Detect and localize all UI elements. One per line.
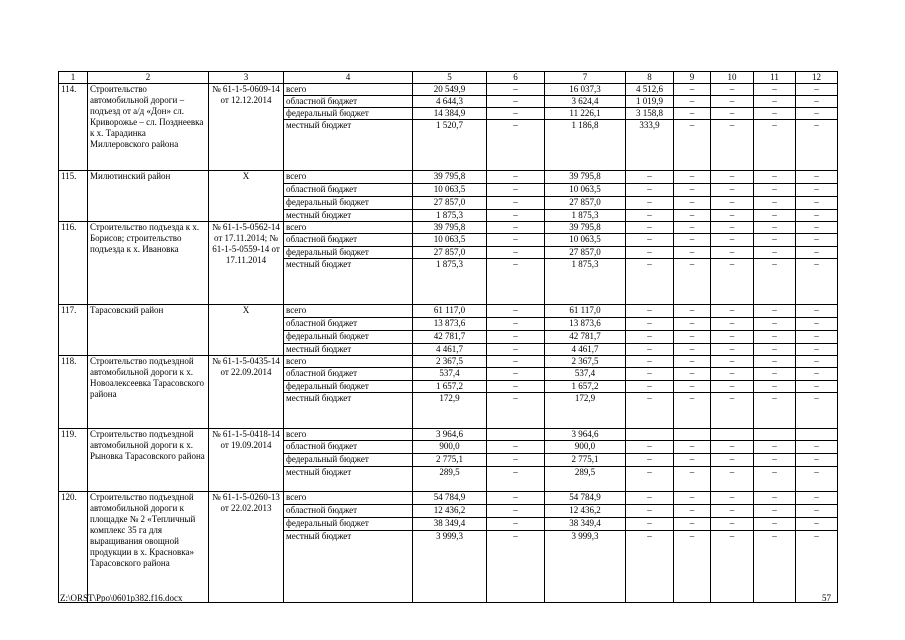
funding-value: 4 461,7: [545, 344, 626, 356]
funding-value: –: [487, 454, 545, 467]
funding-value: –: [796, 84, 838, 96]
funding-value: –: [711, 210, 754, 222]
funding-value: –: [754, 356, 796, 368]
funding-value: –: [754, 441, 796, 454]
funding-value: 27 857,0: [413, 247, 487, 259]
funding-value: –: [674, 234, 711, 247]
funding-value: –: [487, 505, 545, 518]
funding-value: 4 512,6: [626, 84, 674, 96]
funding-value: –: [796, 210, 838, 222]
funding-value: –: [626, 518, 674, 531]
funding-value: –: [754, 454, 796, 467]
object-name: Строительство подъезда к х. Борисов; строительство подъезда к х. Ивановка: [88, 222, 209, 305]
expertise-document: № 61-1-5-0260-13 от 22.02.2013: [209, 492, 284, 603]
funding-value: –: [796, 234, 838, 247]
funding-value: –: [626, 356, 674, 368]
row-number: 119.: [59, 429, 88, 492]
row-number: 120.: [59, 492, 88, 603]
funding-value: –: [626, 318, 674, 331]
funding-value: 900,0: [545, 441, 626, 454]
funding-value: –: [711, 96, 754, 108]
funding-value: –: [487, 344, 545, 356]
funding-value: –: [711, 318, 754, 331]
funding-value: 1 657,2: [413, 381, 487, 393]
funding-value: –: [626, 381, 674, 393]
column-header-9: 9: [674, 72, 711, 84]
funding-source: федеральный бюджет: [284, 454, 413, 467]
funding-value: –: [674, 222, 711, 234]
funding-source: федеральный бюджет: [284, 247, 413, 259]
funding-value: –: [626, 184, 674, 197]
funding-value: –: [711, 197, 754, 210]
funding-value: [487, 429, 545, 441]
funding-value: –: [626, 531, 674, 603]
expertise-document: № 61-1-5-0562-14 от 17.11.2014; № 61-1-5-0559-14 от 17.11.2014: [209, 222, 284, 305]
funding-value: –: [711, 259, 754, 305]
funding-value: 10 063,5: [413, 234, 487, 247]
funding-value: 1 520,7: [413, 120, 487, 171]
funding-value: 172,9: [413, 393, 487, 429]
object-name: Строительство автомобильной дороги – подъезд от а/д «Дон» сл. Криворожье – сл. Позднеевка к х. Тарадинка Миллеровского района: [88, 84, 209, 171]
funding-value: –: [487, 84, 545, 96]
funding-value: [674, 429, 711, 441]
funding-value: –: [754, 505, 796, 518]
funding-source: всего: [284, 429, 413, 441]
funding-value: –: [674, 305, 711, 318]
funding-value: –: [796, 356, 838, 368]
funding-value: –: [626, 441, 674, 454]
funding-value: 12 436,2: [413, 505, 487, 518]
funding-source: всего: [284, 492, 413, 505]
expertise-document: № 61-1-5-0418-14 от 19.09.2014: [209, 429, 284, 492]
funding-value: 537,4: [545, 368, 626, 381]
table-row: [59, 171, 838, 184]
funding-source: местный бюджет: [284, 259, 413, 305]
funding-value: –: [674, 344, 711, 356]
funding-value: –: [674, 454, 711, 467]
funding-value: 20 549,9: [413, 84, 487, 96]
expertise-document: № 61-1-5-0435-14 от 22.09.2014: [209, 356, 284, 429]
funding-value: –: [711, 331, 754, 344]
funding-value: –: [754, 184, 796, 197]
footer-page-number: 57: [822, 593, 831, 603]
funding-value: –: [674, 247, 711, 259]
funding-source: федеральный бюджет: [284, 381, 413, 393]
funding-value: –: [711, 368, 754, 381]
column-header-12: 12: [796, 72, 838, 84]
row-number: 116.: [59, 222, 88, 305]
funding-value: 1 875,3: [413, 210, 487, 222]
funding-value: –: [487, 197, 545, 210]
funding-value: –: [711, 171, 754, 184]
funding-value: –: [754, 247, 796, 259]
funding-source: областной бюджет: [284, 441, 413, 454]
funding-value: –: [796, 120, 838, 171]
funding-source: всего: [284, 84, 413, 96]
funding-value: –: [487, 331, 545, 344]
funding-value: –: [487, 356, 545, 368]
column-header-4: 4: [284, 72, 413, 84]
funding-value: –: [487, 210, 545, 222]
table-header: [59, 72, 838, 84]
funding-source: областной бюджет: [284, 96, 413, 108]
row-number: 117.: [59, 305, 88, 356]
funding-value: –: [711, 108, 754, 120]
table-row: [59, 429, 838, 441]
funding-value: 2 775,1: [413, 454, 487, 467]
funding-value: –: [754, 331, 796, 344]
funding-value: –: [674, 84, 711, 96]
funding-value: –: [674, 197, 711, 210]
funding-source: местный бюджет: [284, 531, 413, 603]
funding-value: –: [796, 331, 838, 344]
funding-value: –: [711, 467, 754, 492]
funding-value: –: [674, 441, 711, 454]
funding-value: –: [487, 531, 545, 603]
funding-value: –: [674, 381, 711, 393]
funding-value: 11 226,1: [545, 108, 626, 120]
funding-value: –: [754, 518, 796, 531]
funding-value: 1 875,3: [545, 210, 626, 222]
funding-value: 2 367,5: [545, 356, 626, 368]
funding-value: –: [674, 108, 711, 120]
funding-source: областной бюджет: [284, 368, 413, 381]
funding-value: –: [487, 518, 545, 531]
funding-value: 3 999,3: [413, 531, 487, 603]
funding-value: 1 657,2: [545, 381, 626, 393]
funding-value: –: [674, 259, 711, 305]
funding-value: –: [674, 96, 711, 108]
column-header-11: 11: [754, 72, 796, 84]
table-body: [59, 84, 838, 603]
funding-value: –: [626, 305, 674, 318]
funding-value: –: [674, 467, 711, 492]
funding-value: –: [796, 441, 838, 454]
funding-value: –: [487, 171, 545, 184]
funding-source: всего: [284, 305, 413, 318]
funding-value: –: [626, 393, 674, 429]
funding-value: 38 349,4: [413, 518, 487, 531]
funding-value: 1 875,3: [545, 259, 626, 305]
funding-value: –: [711, 344, 754, 356]
funding-source: федеральный бюджет: [284, 518, 413, 531]
object-name: Тарасовский район: [88, 305, 209, 356]
funding-source: всего: [284, 171, 413, 184]
column-header-5: 5: [413, 72, 487, 84]
table-row: [59, 222, 838, 234]
object-name: Строительство подъездной автомобильной дороги к х. Новоалексеевка Тарасовского района: [88, 356, 209, 429]
funding-value: 10 063,5: [545, 184, 626, 197]
funding-value: –: [487, 247, 545, 259]
funding-value: –: [626, 210, 674, 222]
funding-value: –: [754, 171, 796, 184]
column-header-3: 3: [209, 72, 284, 84]
funding-value: –: [754, 318, 796, 331]
column-header-7: 7: [545, 72, 626, 84]
funding-value: –: [754, 222, 796, 234]
funding-value: –: [487, 381, 545, 393]
funding-value: –: [487, 368, 545, 381]
funding-value: –: [711, 247, 754, 259]
funding-value: 3 999,3: [545, 531, 626, 603]
funding-source: федеральный бюджет: [284, 197, 413, 210]
funding-value: –: [796, 259, 838, 305]
funding-value: –: [674, 518, 711, 531]
funding-value: –: [711, 234, 754, 247]
funding-value: –: [754, 393, 796, 429]
funding-value: –: [796, 222, 838, 234]
row-number: 115.: [59, 171, 88, 222]
funding-source: федеральный бюджет: [284, 331, 413, 344]
funding-value: 54 784,9: [545, 492, 626, 505]
funding-value: –: [754, 467, 796, 492]
funding-value: –: [796, 518, 838, 531]
funding-value: [711, 429, 754, 441]
funding-value: –: [626, 331, 674, 344]
funding-value: –: [711, 393, 754, 429]
funding-value: 42 781,7: [545, 331, 626, 344]
object-name: Строительство подъездной автомобильной дороги к х. Рыновка Тарасовского района: [88, 429, 209, 492]
funding-value: –: [626, 467, 674, 492]
column-header-1: 1: [59, 72, 88, 84]
header-row: [59, 72, 838, 84]
funding-value: –: [487, 259, 545, 305]
funding-value: –: [796, 505, 838, 518]
object-name: Милютинский район: [88, 171, 209, 222]
funding-value: 38 349,4: [545, 518, 626, 531]
funding-value: –: [754, 344, 796, 356]
funding-value: 1 875,3: [413, 259, 487, 305]
funding-source: федеральный бюджет: [284, 108, 413, 120]
funding-value: –: [796, 96, 838, 108]
footer-file-path: Z:\ORST\Ppo\0601p382.f16.docx: [60, 593, 183, 603]
funding-value: 27 857,0: [545, 247, 626, 259]
funding-value: 537,4: [413, 368, 487, 381]
funding-value: –: [711, 222, 754, 234]
funding-value: –: [626, 222, 674, 234]
funding-value: –: [711, 492, 754, 505]
funding-value: 333,9: [626, 120, 674, 171]
funding-source: местный бюджет: [284, 467, 413, 492]
funding-value: –: [711, 381, 754, 393]
funding-value: –: [796, 108, 838, 120]
funding-value: 54 784,9: [413, 492, 487, 505]
funding-value: 13 873,6: [413, 318, 487, 331]
funding-value: –: [674, 184, 711, 197]
funding-source: областной бюджет: [284, 234, 413, 247]
funding-value: –: [626, 505, 674, 518]
funding-value: –: [674, 171, 711, 184]
funding-value: 289,5: [545, 467, 626, 492]
funding-value: –: [796, 171, 838, 184]
funding-value: –: [796, 305, 838, 318]
funding-value: –: [711, 356, 754, 368]
funding-value: 2 367,5: [413, 356, 487, 368]
funding-value: [754, 429, 796, 441]
funding-value: 39 795,8: [545, 171, 626, 184]
funding-value: 39 795,8: [413, 222, 487, 234]
table-row: [59, 492, 838, 505]
funding-value: –: [754, 210, 796, 222]
funding-value: 172,9: [545, 393, 626, 429]
funding-value: –: [796, 247, 838, 259]
funding-value: –: [487, 184, 545, 197]
funding-value: –: [796, 531, 838, 603]
table-row: [59, 305, 838, 318]
funding-value: –: [796, 344, 838, 356]
funding-value: –: [711, 441, 754, 454]
funding-value: –: [754, 197, 796, 210]
funding-value: –: [626, 454, 674, 467]
funding-value: –: [487, 492, 545, 505]
funding-value: [796, 429, 838, 441]
funding-value: –: [487, 318, 545, 331]
funding-value: –: [487, 96, 545, 108]
funding-source: всего: [284, 222, 413, 234]
funding-value: –: [711, 505, 754, 518]
funding-value: –: [674, 368, 711, 381]
funding-value: –: [626, 234, 674, 247]
table-row: [59, 84, 838, 96]
funding-value: 10 063,5: [545, 234, 626, 247]
funding-value: 2 775,1: [545, 454, 626, 467]
funding-value: 39 795,8: [545, 222, 626, 234]
funding-source: местный бюджет: [284, 344, 413, 356]
funding-value: –: [487, 222, 545, 234]
funding-value: –: [754, 84, 796, 96]
funding-value: 12 436,2: [545, 505, 626, 518]
funding-value: –: [754, 234, 796, 247]
funding-value: [626, 429, 674, 441]
funding-value: –: [754, 368, 796, 381]
funding-value: –: [754, 96, 796, 108]
funding-value: –: [754, 108, 796, 120]
funding-value: –: [674, 492, 711, 505]
funding-value: –: [711, 305, 754, 318]
funding-value: –: [711, 531, 754, 603]
funding-value: –: [674, 505, 711, 518]
expertise-document: № 61-1-5-0609-14 от 12.12.2014: [209, 84, 284, 171]
funding-value: –: [754, 120, 796, 171]
funding-value: 4 644,3: [413, 96, 487, 108]
funding-value: –: [674, 318, 711, 331]
funding-value: –: [626, 259, 674, 305]
funding-source: местный бюджет: [284, 120, 413, 171]
funding-value: –: [674, 210, 711, 222]
funding-value: –: [754, 492, 796, 505]
budget-table: [58, 71, 838, 603]
funding-value: 16 037,3: [545, 84, 626, 96]
funding-value: –: [626, 197, 674, 210]
funding-value: 61 117,0: [545, 305, 626, 318]
funding-value: –: [796, 197, 838, 210]
funding-value: 14 384,9: [413, 108, 487, 120]
funding-value: –: [487, 393, 545, 429]
funding-value: –: [674, 531, 711, 603]
funding-value: –: [626, 247, 674, 259]
column-header-6: 6: [487, 72, 545, 84]
funding-value: –: [711, 120, 754, 171]
funding-value: –: [754, 381, 796, 393]
funding-value: –: [626, 171, 674, 184]
funding-value: –: [754, 259, 796, 305]
table-row: [59, 356, 838, 368]
funding-value: 289,5: [413, 467, 487, 492]
funding-value: 3 964,6: [545, 429, 626, 441]
funding-value: –: [796, 467, 838, 492]
funding-value: –: [796, 492, 838, 505]
funding-value: –: [626, 492, 674, 505]
row-number: 118.: [59, 356, 88, 429]
funding-value: –: [674, 120, 711, 171]
funding-value: –: [487, 108, 545, 120]
funding-value: 3 158,8: [626, 108, 674, 120]
funding-value: –: [487, 120, 545, 171]
funding-value: –: [626, 368, 674, 381]
funding-value: –: [711, 184, 754, 197]
funding-value: 27 857,0: [413, 197, 487, 210]
object-name: Строительство подъездной автомобильной дороги к площадке № 2 «Тепличный комплекс 35 га для выращивания овощной продукции в х. Красновка» Тарасовского района: [88, 492, 209, 603]
expertise-document: Х: [209, 305, 284, 356]
funding-value: –: [796, 454, 838, 467]
row-number: 114.: [59, 84, 88, 171]
funding-value: 4 461,7: [413, 344, 487, 356]
column-header-10: 10: [711, 72, 754, 84]
funding-value: 27 857,0: [545, 197, 626, 210]
funding-value: 10 063,5: [413, 184, 487, 197]
expertise-document: Х: [209, 171, 284, 222]
funding-value: –: [796, 381, 838, 393]
funding-source: областной бюджет: [284, 184, 413, 197]
funding-value: –: [711, 454, 754, 467]
funding-value: –: [754, 305, 796, 318]
funding-value: –: [674, 331, 711, 344]
funding-value: –: [754, 531, 796, 603]
funding-value: –: [711, 84, 754, 96]
funding-source: местный бюджет: [284, 393, 413, 429]
funding-value: 3 964,6: [413, 429, 487, 441]
funding-value: –: [796, 184, 838, 197]
budget-table-container: [58, 71, 838, 603]
funding-value: 39 795,8: [413, 171, 487, 184]
funding-value: –: [487, 441, 545, 454]
funding-value: –: [674, 393, 711, 429]
funding-value: –: [796, 393, 838, 429]
funding-value: –: [796, 318, 838, 331]
funding-value: –: [487, 234, 545, 247]
column-header-2: 2: [88, 72, 209, 84]
funding-value: 1 186,8: [545, 120, 626, 171]
funding-source: всего: [284, 356, 413, 368]
column-header-8: 8: [626, 72, 674, 84]
funding-value: –: [487, 467, 545, 492]
funding-value: –: [796, 368, 838, 381]
funding-value: 42 781,7: [413, 331, 487, 344]
funding-value: –: [626, 344, 674, 356]
funding-value: –: [711, 518, 754, 531]
funding-value: 61 117,0: [413, 305, 487, 318]
funding-value: –: [674, 356, 711, 368]
funding-value: 3 624,4: [545, 96, 626, 108]
funding-value: 13 873,6: [545, 318, 626, 331]
funding-source: областной бюджет: [284, 505, 413, 518]
funding-value: 1 019,9: [626, 96, 674, 108]
funding-value: –: [487, 305, 545, 318]
funding-source: местный бюджет: [284, 210, 413, 222]
funding-source: областной бюджет: [284, 318, 413, 331]
funding-value: 900,0: [413, 441, 487, 454]
